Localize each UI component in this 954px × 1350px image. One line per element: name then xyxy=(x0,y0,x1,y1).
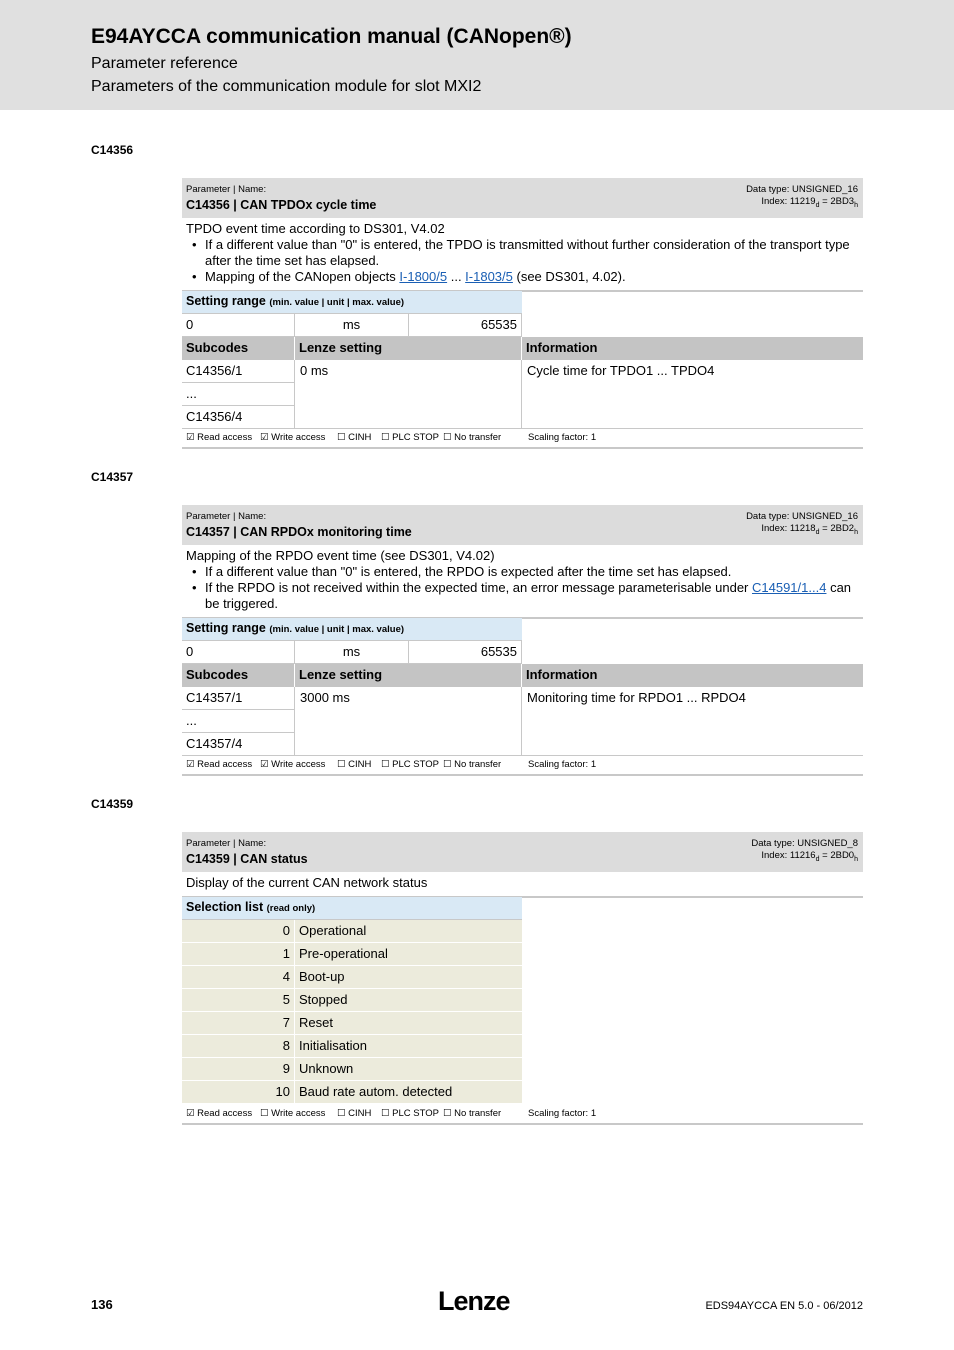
param-title: C14356 | CAN TPDOx cycle time xyxy=(186,198,377,212)
data-type: Data type: UNSIGNED_16 xyxy=(746,511,858,522)
subcode: C14356/1 xyxy=(182,360,295,383)
option-label: Baud rate autom. detected xyxy=(295,1081,522,1104)
selection-option xyxy=(182,1035,863,1058)
subcode: C14357/1 xyxy=(182,687,295,710)
subcodes-body xyxy=(182,687,863,756)
plc-stop: ☐ PLC STOP xyxy=(381,432,439,443)
access-row xyxy=(182,756,863,776)
page-header xyxy=(0,0,954,110)
param-description xyxy=(182,872,863,897)
parameter-table-c14359 xyxy=(182,832,863,1125)
subcodes-header: Subcodes Lenze setting Information xyxy=(182,664,863,687)
no-transfer: ☐ No transfer xyxy=(443,432,502,443)
section-label-c14359: C14359 xyxy=(91,797,134,811)
option-value: 8 xyxy=(182,1035,295,1058)
option-label: Reset xyxy=(295,1012,522,1035)
param-name-label: Parameter | Name: xyxy=(186,511,267,522)
link-i-1803-5[interactable]: I-1803/5 xyxy=(465,269,513,284)
scaling-factor: Scaling factor: 1 xyxy=(528,1108,597,1119)
subcode: C14357/4 xyxy=(182,733,295,756)
option-label: Initialisation xyxy=(295,1035,522,1058)
option-label: Pre-operational xyxy=(295,943,522,966)
parameter-table-c14356 xyxy=(182,178,863,449)
range-unit: ms xyxy=(295,314,409,337)
option-value: 10 xyxy=(182,1081,295,1104)
option-value: 7 xyxy=(182,1012,295,1035)
description-bullet: • If a different value than "0" is entered, the TPDO is transmitted without further consideration of the transport type after the time set has elapsed. xyxy=(186,237,859,269)
page-number: 136 xyxy=(91,1297,113,1312)
read-access: ☑ Read access xyxy=(186,432,253,443)
cinh: ☐ CINH xyxy=(337,759,372,770)
plc-stop: ☐ PLC STOP xyxy=(381,1108,439,1119)
setting-range-row xyxy=(182,641,863,664)
parameter-header xyxy=(182,832,863,872)
option-value: 0 xyxy=(182,920,295,943)
selection-option xyxy=(182,989,863,1012)
subcode: C14356/4 xyxy=(182,406,295,429)
selection-option xyxy=(182,966,863,989)
param-name-label: Parameter | Name: xyxy=(186,838,267,849)
range-max: 65535 xyxy=(409,314,522,337)
range-min: 0 xyxy=(182,314,295,337)
param-index: Index: $11216_d = 2BD0_h$ xyxy=(761,850,858,863)
parameter-header xyxy=(182,178,863,218)
selection-list xyxy=(182,920,863,1104)
range-unit: ms xyxy=(295,641,409,664)
cinh: ☐ CINH xyxy=(337,432,372,443)
section-label-c14357: C14357 xyxy=(91,470,134,484)
description-bullet: • If the RPDO is not received within the expected time, an error message parameterisable under C14591/1...4 can be triggered. xyxy=(186,580,859,612)
access-row xyxy=(182,429,863,449)
subcode-information: Monitoring time for RPDO1 ... RPDO4 xyxy=(527,690,746,705)
range-max: 65535 xyxy=(409,641,522,664)
subcode-ellipsis: ... xyxy=(182,383,295,406)
read-access: ☑ Read access xyxy=(186,1108,253,1119)
manual-title: E94AYCCA communication manual (CANopen®) xyxy=(91,25,572,48)
option-value: 5 xyxy=(182,989,295,1012)
selection-option xyxy=(182,943,863,966)
no-transfer: ☐ No transfer xyxy=(443,1108,502,1119)
no-transfer: ☐ No transfer xyxy=(443,759,502,770)
option-value: 1 xyxy=(182,943,295,966)
write-access: ☑ Write access xyxy=(260,432,326,443)
lenze-logo: Lenze xyxy=(438,1286,510,1316)
option-label: Operational xyxy=(295,920,522,943)
setting-range-header: Setting range (min. value | unit | max. value) xyxy=(182,618,522,641)
selection-option xyxy=(182,920,863,943)
selection-option xyxy=(182,1058,863,1081)
selection-option xyxy=(182,1012,863,1035)
description-bullet: • Mapping of the CANopen objects I-1800/5 ... I-1803/5 (see DS301, 4.02). xyxy=(186,269,859,285)
selection-list-header: Selection list (read only) xyxy=(182,897,522,920)
param-index: Index: $11218_d = 2BD2_h$ xyxy=(761,523,858,536)
setting-range-header: Setting range (min. value | unit | max. value) xyxy=(182,291,522,314)
section-label-c14356: C14356 xyxy=(91,143,134,157)
parameter-table-c14357 xyxy=(182,505,863,776)
setting-range-row xyxy=(182,314,863,337)
selection-option xyxy=(182,1081,863,1104)
scaling-factor: Scaling factor: 1 xyxy=(528,759,597,770)
write-access: ☐ Write access xyxy=(260,1108,326,1119)
subcodes-header: Subcodes Lenze setting Information xyxy=(182,337,863,360)
data-type: Data type: UNSIGNED_8 xyxy=(751,838,858,849)
param-description xyxy=(182,218,863,291)
option-label: Unknown xyxy=(295,1058,522,1081)
option-label: Boot-up xyxy=(295,966,522,989)
param-description xyxy=(182,545,863,618)
option-label: Stopped xyxy=(295,989,522,1012)
link-i-1800-5[interactable]: I-1800/5 xyxy=(399,269,448,284)
access-row xyxy=(182,1105,863,1125)
lenze-setting: 3000 ms xyxy=(296,687,522,756)
description-text: Display of the current CAN network status xyxy=(186,875,428,890)
lenze-setting: 0 ms xyxy=(296,360,522,429)
description-bullet: • If a different value than "0" is entered, the RPDO is expected after the time set has elapsed. xyxy=(186,564,859,580)
description-text: Mapping of the RPDO event time (see DS301, V4.02) xyxy=(186,548,495,563)
data-type: Data type: UNSIGNED_16 xyxy=(746,184,858,195)
param-name-label: Parameter | Name: xyxy=(186,184,267,195)
parameter-header xyxy=(182,505,863,545)
param-index: Index: $11219_d = 2BD3_h$ xyxy=(761,196,858,209)
write-access: ☑ Write access xyxy=(260,759,326,770)
subcode-information: Cycle time for TPDO1 ... TPDO4 xyxy=(527,363,715,378)
range-min: 0 xyxy=(182,641,295,664)
description-text: TPDO event time according to DS301, V4.02 xyxy=(186,221,445,236)
document-id: EDS94AYCCA EN 5.0 - 06/2012 xyxy=(705,1300,863,1312)
option-value: 9 xyxy=(182,1058,295,1081)
link-c14591[interactable]: C14591/1...4 xyxy=(752,580,827,595)
read-access: ☑ Read access xyxy=(186,759,253,770)
param-title: C14357 | CAN RPDOx monitoring time xyxy=(186,525,412,539)
subcodes-body xyxy=(182,360,863,429)
section-title: Parameters of the communication module for slot MXI2 xyxy=(91,78,482,95)
chapter-title: Parameter reference xyxy=(91,55,238,72)
param-title: C14359 | CAN status xyxy=(186,852,308,866)
option-value: 4 xyxy=(182,966,295,989)
subcode-ellipsis: ... xyxy=(182,710,295,733)
cinh: ☐ CINH xyxy=(337,1108,372,1119)
plc-stop: ☐ PLC STOP xyxy=(381,759,439,770)
scaling-factor: Scaling factor: 1 xyxy=(528,432,597,443)
